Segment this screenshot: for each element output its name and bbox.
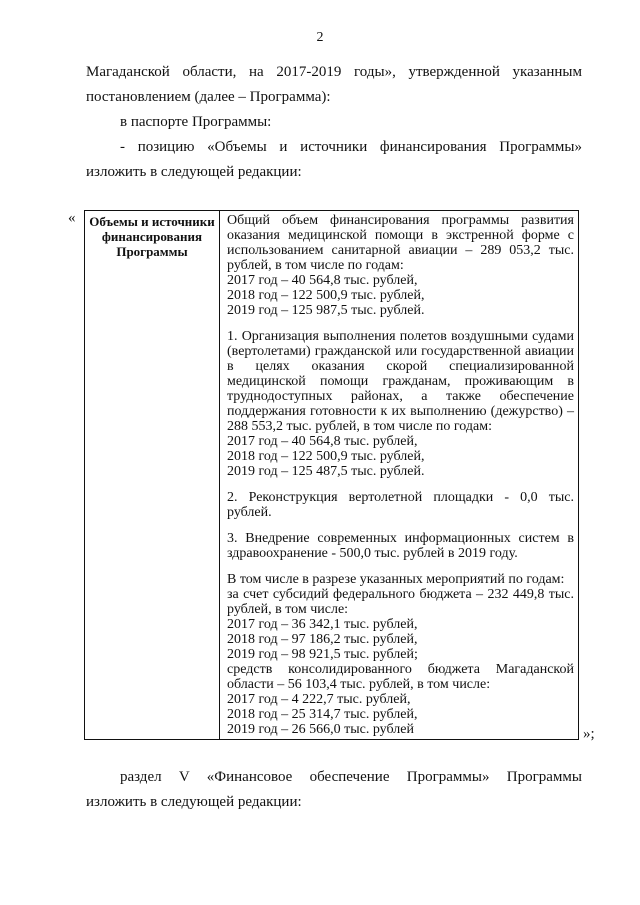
federal-text: за счет субсидий федерального бюджета – 232 449,8 тыс. рублей, в том числе: — [227, 587, 574, 617]
total-block — [227, 213, 574, 318]
regional-year-2017: 2017 год – 4 222,7 тыс. рублей, — [227, 692, 411, 707]
item1-year-2017: 2017 год – 40 564,8 тыс. рублей, — [227, 434, 418, 449]
breakdown-intro: В том числе в разрезе указанных мероприятий по годам: — [227, 572, 565, 587]
regional-year-2019: 2019 год – 26 566,0 тыс. рублей — [227, 722, 414, 737]
total-text: Общий объем финансирования программы развития оказания медицинской помощи в экстренной форме с использованием санитарной авиации – 289 053,2 тыс. рублей, в том числе по годам: — [227, 213, 574, 273]
intro-line-1: Магаданской области, на 2017-2019 годы», утвержденной указанным — [86, 64, 582, 80]
position-paragraph — [86, 135, 582, 185]
outro-paragraph — [86, 765, 582, 815]
federal-year-2017: 2017 год – 36 342,1 тыс. рублей, — [227, 617, 418, 632]
total-year-2019: 2019 год – 125 987,5 тыс. рублей. — [227, 303, 425, 318]
passport-heading: в паспорте Программы: — [120, 114, 272, 130]
quote-open: « — [68, 210, 76, 226]
page-number: 2 — [316, 30, 324, 45]
quote-close: »; — [583, 726, 595, 742]
position-line-2: изложить в следующей редакции: — [86, 164, 302, 180]
table-content-cell — [221, 211, 578, 739]
table-header-cell: Объемы и источники финансирования Программы — [85, 211, 220, 739]
breakdown-block — [227, 572, 574, 737]
federal-year-2018: 2018 год – 97 186,2 тыс. рублей, — [227, 632, 418, 647]
total-year-2017: 2017 год – 40 564,8 тыс. рублей, — [227, 273, 418, 288]
regional-text: средств консолидированного бюджета Магаданской области – 56 103,4 тыс. рублей, в том числе: — [227, 662, 574, 692]
outro-line-1: раздел V «Финансовое обеспечение Программы» Программы — [120, 769, 582, 785]
outro-line-2: изложить в следующей редакции: — [86, 794, 302, 810]
item1-block — [227, 329, 574, 479]
regional-year-2018: 2018 год – 25 314,7 тыс. рублей, — [227, 707, 418, 722]
item1-year-2019: 2019 год – 125 487,5 тыс. рублей. — [227, 464, 425, 479]
position-line-1: - позицию «Объемы и источники финансирования Программы» — [120, 139, 582, 155]
federal-year-2019: 2019 год – 98 921,5 тыс. рублей; — [227, 647, 418, 662]
item1-text: 1. Организация выполнения полетов воздушными судами (вертолетами) гражданской или государственной авиации в целях оказания скорой специализированной медицинской помощи гражданам, проживающим в труднодоступных районах, а также обеспечение поддержания готовности к их выполнению (дежурство) – 288 553,2 тыс. рублей, в том числе по годам: — [227, 329, 574, 434]
item1-year-2018: 2018 год – 122 500,9 тыс. рублей, — [227, 449, 425, 464]
intro-line-2: постановлением (далее – Программа): — [86, 89, 331, 105]
intro-paragraph — [86, 60, 582, 110]
total-year-2018: 2018 год – 122 500,9 тыс. рублей, — [227, 288, 425, 303]
item3-block: 3. Внедрение современных информационных систем в здравоохранение - 500,0 тыс. рублей в 2019 году. — [227, 531, 574, 561]
financing-table — [84, 210, 579, 740]
item2-block: 2. Реконструкция вертолетной площадки - 0,0 тыс. рублей. — [227, 490, 574, 520]
